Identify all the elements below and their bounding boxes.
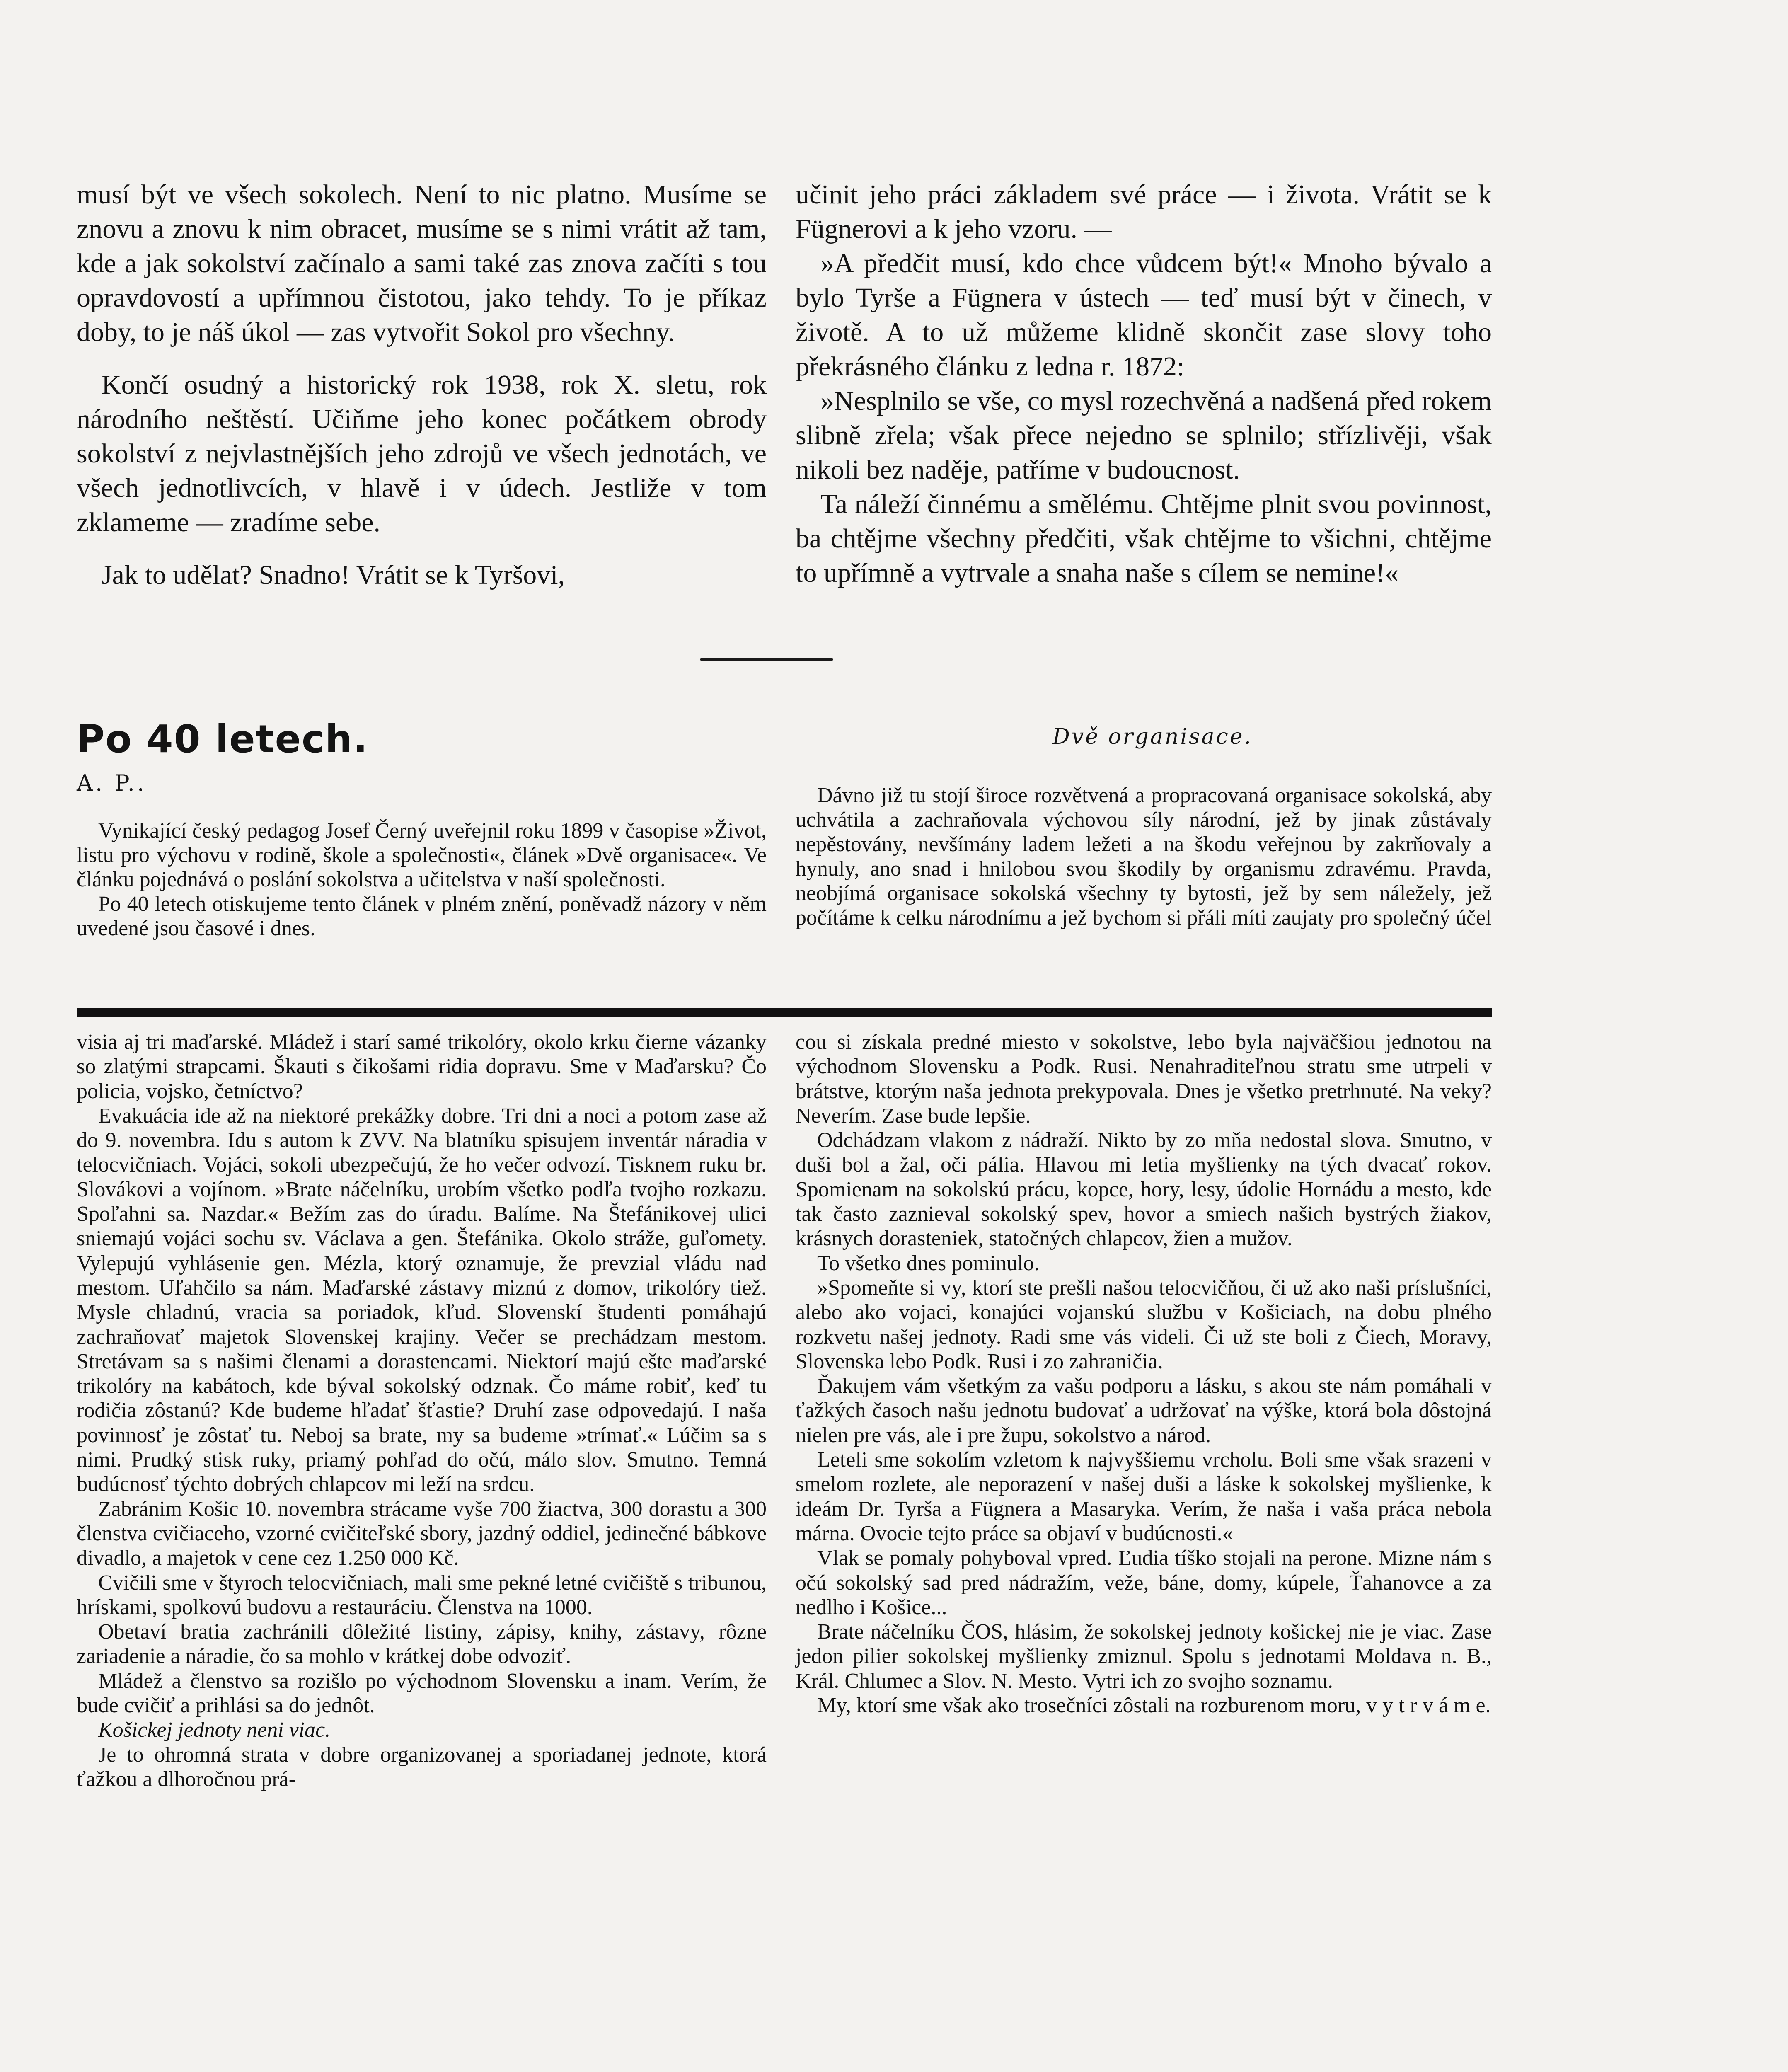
paragraph: Ďakujem vám všetkým za vašu podporu a lásku, s akou ste nám pomáhali v ťažkých časoch našu jednotu budovať a udržovať na výške, ktorá bola dôstojná nielen pre vás, ale i pre župu, sokolstvo a národ. bbox=[796, 1374, 1492, 1447]
bottom-left-column bbox=[77, 1030, 767, 1791]
top-left-column bbox=[77, 177, 767, 592]
paragraph: Zabránim Košic 10. novembra strácame vyše 700 žiactva, 300 dorastu a 300 členstva cvičiaceho, vzorné cvičiteľské sbory, jazdný oddiel, jedinečné bábkove divadlo, a majetok v cene cez 1.250 000 Kč. bbox=[77, 1497, 767, 1570]
article-right-column bbox=[796, 783, 1492, 930]
paragraph: Po 40 letech otiskujeme tento článek v plném znění, poněvadž názory v něm uvedené jsou časové i dnes. bbox=[77, 892, 767, 940]
paragraph: učinit jeho práci základem své práce — i života. Vrátit se k Fügnerovi a k jeho vzoru. — bbox=[796, 179, 1492, 244]
paragraph: Vlak se pomaly pohyboval vpred. Ľudia tíško stojali na perone. Mizne nám s očú sokolský sad pred nádražím, veže, báne, domy, kúpele, Ťahanovce a za nedlho i Košice... bbox=[796, 1546, 1492, 1619]
paragraph: visia aj tri maďarské. Mládež i starí samé trikolóry, okolo krku čierne vázanky so zlatými strapcami. Škauti s čikošami ridia dopravu. Sme v Maďarsku? Čo policia, vojsko, četníctvo? bbox=[77, 1030, 767, 1103]
top-right-column bbox=[796, 177, 1492, 590]
article-title: Po 40 letech. bbox=[77, 717, 369, 761]
paragraph: Vynikající český pedagog Josef Černý uveřejnil roku 1899 v časopise »Život, listu pro výchovu v rodině, škole a společnosti«, článek »Dvě organisace«. Ve článku pojednává o poslání sokolstva a učitelstva v naší společnosti. bbox=[77, 819, 767, 891]
paragraph: Brate náčelníku ČOS, hlásim, že sokolskej jednoty košickej nie je viac. Zase jedon pilier sokolskej myšlienky zmiznul. Spolu s jednotami Moldava n. B., Král. Chlumec a Slov. N. Mesto. Vytri ich zo svojho soznamu. bbox=[796, 1620, 1492, 1693]
thick-divider bbox=[77, 1008, 1492, 1017]
paragraph: Odchádzam vlakom z nádraží. Nikto by zo mňa nedostal slova. Smutno, v duši bol a žal, oči pália. Hlavou mi letia myšlienky na tých dvacať rokov. Spomienam na sokolskú prácu, kopce, hory, lesy, údolie Hornádu a mesto, kde tak často zaznieval sokolský spev, hovor a smiech našich bystrých žiakov, krásnych dorasteniek, statočných chlapcov, žien a mužov. bbox=[796, 1128, 1492, 1251]
paragraph: cou si získala predné miesto v sokolstve, lebo byla najväčšiou jednotou na východnom Slovensku a Podk. Rusi. Nenahraditeľnou stratu sme utrpeli v brátstve, ktorým naša jednota prekypovala. Dnes je všetko pretrhnuté. Na veky? Neverím. Zase bude lepšie. bbox=[796, 1030, 1492, 1128]
bottom-right-column bbox=[796, 1030, 1492, 1718]
paragraph: My, ktorí sme však ako trosečníci zôstali na rozburenom moru, v y t r v á m e. bbox=[817, 1694, 1491, 1718]
article-intro bbox=[77, 818, 767, 941]
paragraph: Mládež a členstvo sa rozišlo po východnom Slovensku a inam. Verím, že bude cvičiť a prihlási sa do jednôt. bbox=[77, 1669, 767, 1718]
paragraph: Dávno již tu stojí široce rozvětvená a propracovaná organisace sokolská, aby uchvátila a zachraňovala výchovou síly národní, jež by jinak zůstávaly nepěstovány, nevšímány ladem ležeti a na škodu veřejnou by zakrňovaly a hynuly, ano snad i hnilobou svou škodily by organismu zdravému. Pravda, neobjímá organisace sokolská všechny ty bytosti, jež by sem náležely, jež počítáme k celku národnímu a jež bychom si přáli míti zaujaty pro společný účel bbox=[796, 784, 1492, 929]
paragraph: To všetko dnes pominulo. bbox=[817, 1251, 1040, 1275]
paragraph: Ta náleží činnému a smělému. Chtějme plnit svou povinnost, ba chtějme všechny předčiti, však chtějme to všichni, chtějme to upřímně a vytrvale a snaha naše s cílem se nemine!« bbox=[796, 489, 1492, 588]
paragraph: »Spomeňte si vy, ktorí ste prešli našou telocvičňou, či už ako naši príslušníci, alebo ako vojaci, konajúci vojanskú službu v Košiciach, na dobu plného rozkvetu našej jednoty. Radi sme vás videli. Či už ste boli z Čiech, Moravy, Slovenska lebo Podk. Rusi i zo zahraničia. bbox=[796, 1276, 1492, 1373]
paragraph: Jak to udělat? Snadno! Vrátit se k Tyršovi, bbox=[102, 560, 565, 590]
paragraph: Košickej jednoty neni viac. bbox=[98, 1718, 331, 1742]
paragraph: Je to ohromná strata v dobre organizovanej a sporiadanej jednote, ktorá ťažkou a dlhoročnou prá- bbox=[77, 1743, 767, 1791]
article-subtitle: Dvě organisace. bbox=[1052, 724, 1253, 749]
paragraph: Končí osudný a historický rok 1938, rok X. sletu, rok národního neštěstí. Učiňme jeho konec počátkem obrody sokolství z nejvlastnějších jeho zdrojů ve všech jednotách, ve všech jednotlivcích, v hlavě i v údech. Jestliže v tom zklameme — zradíme sebe. bbox=[77, 370, 767, 537]
paragraph: Leteli sme sokolím vzletom k najvyššiemu vrcholu. Boli sme však srazeni v smelom rozlete, ale neporazení v našej duši a láske k sokolskej myšlienke, k ideám Dr. Tyrša a Fügnera a Masaryka. Verím, že naša i vaša práca nebola márna. Ovocie tejto práce sa objaví v budúcnosti.« bbox=[796, 1448, 1492, 1545]
paragraph: musí být ve všech sokolech. Není to nic platno. Musíme se znovu a znovu k nim obracet, musíme se s nimi vrátit až tam, kde a jak sokolství začínalo a sami také zas znova začíti s tou opravdovostí a upřímnou čistotou, jako tehdy. To je příkaz doby, to je náš úkol — zas vytvořit Sokol pro všechny. bbox=[77, 179, 767, 347]
paragraph: »A předčit musí, kdo chce vůdcem být!« Mnoho bývalo a bylo Tyrše a Fügnera v ústech — teď musí být v činech, v životě. A to už můžeme klidně skončit zase slovy toho překrásného článku z ledna r. 1872: bbox=[796, 248, 1492, 382]
paragraph: Cvičili sme v štyroch telocvičniach, mali sme pekné letné cvičiště s tribunou, hrískami, spolkovú budovu a restauráciu. Členstva na 1000. bbox=[77, 1571, 767, 1619]
paragraph: »Nesplnilo se vše, co mysl rozechvěná a nadšená před rokem slibně zřela; však přece nejedno se splnilo; střízlivěji, však nikoli bez naděje, patříme v budoucnost. bbox=[796, 386, 1492, 485]
paragraph: Obetaví bratia zachránili dôležité listiny, zápisy, knihy, zástavy, rôzne zariadenie a náradie, čo sa mohlo v krátkej dobe odvoziť. bbox=[77, 1620, 767, 1668]
article-author: A. P.. bbox=[77, 770, 147, 796]
section-divider bbox=[700, 658, 833, 661]
paragraph: Evakuácia ide až na niektoré prekážky dobre. Tri dni a noci a potom zase až do 9. novembra. Idu s autom k ZVV. Na blatníku spisujem inventár náradia v telocvičniach. Vojáci, sokoli ubezpečujú, že ho večer odvozí. Tisknem ruku br. Slovákovi a vojínom. »Brate náčelníku, urobím všetko podľa tvojho rozkazu. Spoľahni sa. Nazdar.« Bežím zas do úradu. Balíme. Na Štefánikovej ulici sniemajú vojáci sochu sv. Václava a gen. Štefánika. Okolo stráže, guľomety. Vylepujú vyhlásenie gen. Mézla, ktorý oznamuje, že prevzial vládu nad mestom. Uľahčilo sa nám. Maďarské zástavy miznú z domov, trikolóry tiež. Mysle chladnú, vracia sa poriadok, kľud. Slovenskí študenti pomáhajú zachraňovať majetok Slovenskej krajiny. Večer se prechádzam mestom. Stretávam sa s našimi členami a dorastencami. Niektorí majú ešte maďarské trikolóry na kabátoch, kde býval sokolský odznak. Čo máme robiť, keď tu rodičia zôstanú? Kde budeme hľadať šťastie? Druhí zase odpovedajú. I naša povinnosť je zôstať tu. Neboj sa brate, my sa budeme »trímať.« Lúčim sa s nimi. Prudký stisk ruky, priamý pohľad do očú, málo slov. Smutno. Temná budúcnosť týchto dobrých chlapcov mi leží na srdcu. bbox=[77, 1104, 767, 1496]
